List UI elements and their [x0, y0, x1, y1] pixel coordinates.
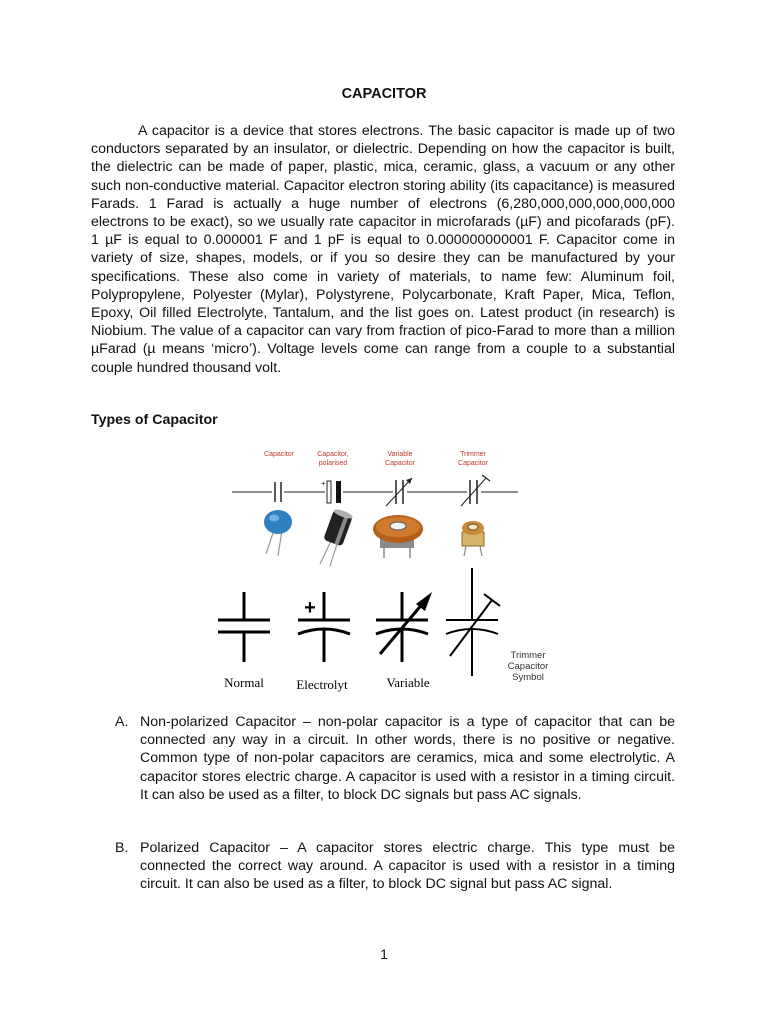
variable-capacitor-photo [373, 515, 423, 558]
trimmer-symbol-label-1: Trimmer [510, 650, 546, 661]
label-variable: Variable [387, 451, 413, 458]
list-item-letter: B. [115, 840, 129, 856]
trimmer-symbol-label-3: Symbol [512, 672, 544, 683]
trimmer-capacitor-photo [462, 521, 484, 556]
label-trimmer-2: Capacitor [458, 460, 488, 467]
list-item [115, 839, 675, 894]
label-capacitor-polarised-2: polarised [318, 460, 348, 467]
section-heading: Types of Capacitor [91, 412, 218, 428]
symbol-trimmer [461, 475, 490, 506]
electrolytic-capacitor-photo [320, 508, 354, 566]
label-normal: Normal [224, 675, 264, 690]
label-capacitor: Capacitor [264, 451, 294, 458]
symbol-trimmer-large [446, 568, 500, 676]
electrolyt-plus-sign: + [304, 597, 316, 619]
label-electrolyt: Electrolyt [296, 677, 348, 692]
label-capacitor-polarised: Capacitor, [317, 451, 349, 458]
trimmer-symbol-label-2: Capacitor [507, 661, 549, 672]
symbol-normal [218, 592, 270, 662]
capacitor-types-figure [228, 446, 528, 568]
ceramic-capacitor-photo [264, 510, 292, 556]
label-trimmer: Trimmer [460, 451, 486, 458]
list-item-letter: A. [115, 714, 129, 730]
plus-sign-small: + [321, 479, 326, 488]
document-title: CAPACITOR [341, 86, 427, 102]
page-number: 1 [380, 946, 388, 962]
list-item-text: Polarized Capacitor – A capacitor stores electric charge. This type must be connected the correct way around. A capacitor is used with a resistor in a timing circuit. It can also be used as a filter, to block DC signal but pass AC signal. [140, 840, 675, 893]
list-item [115, 713, 675, 804]
list-item-text: Non-polarized Capacitor – non-polar capacitor is a type of capacitor that can be connected any way in a circuit. In other words, there is no positive or negative. Common type of non-polar capacitors are ceramics, mica and some electrolytic. A capacitor stores electric charge. A capacitor is used with a resistor in a timing circuit. It can also be used as a filter, to block DC signals but pass AC signals. [140, 714, 675, 803]
label-variable-large: Variable [386, 675, 430, 690]
symbol-capacitor [272, 482, 284, 502]
capacitor-symbols-figure [210, 566, 560, 696]
intro-paragraph: A capacitor is a device that stores electrons. The basic capacitor is made up of two conductors separated by an insulator, or dielectric. Depending on how the capacitor is built, the dielectric can be made of paper, plastic, mica, ceramic, glass, a vacuum or any other such non-conductive material. Capacitor electron storing ability (its capacitance) is measured Farads. 1 Farad is actually a huge number of electrons (6,280,000,000,000,000,000 electrons to be exact), so we usually rate capacitor in microfarads (µF) and picofarads (pF). 1 µF is equal to 0.000001 F and 1 pF is equal to 0.000000000001 F. Capacitor come in variety of size, shapes, models, or if you so desire they can be manufactured by your specifications. These also come in variety of materials, to name few: Aluminum foil, Polypropylene, Polyester (Mylar), Polystyrene, Polycarbonate, Kraft Paper, Mica, Teflon, Epoxy, Oil filled Electrolyte, Tantalum, and the list goes on. Latest product (in research) is Niobium. The value of a capacitor can vary from fraction of pico-Farad to more than a million µFarad (µ means ‘micro’). Voltage levels come can range from a couple to a substantial couple hundred thousand volt. [91, 123, 675, 376]
label-variable-2: Capacitor [385, 460, 415, 467]
